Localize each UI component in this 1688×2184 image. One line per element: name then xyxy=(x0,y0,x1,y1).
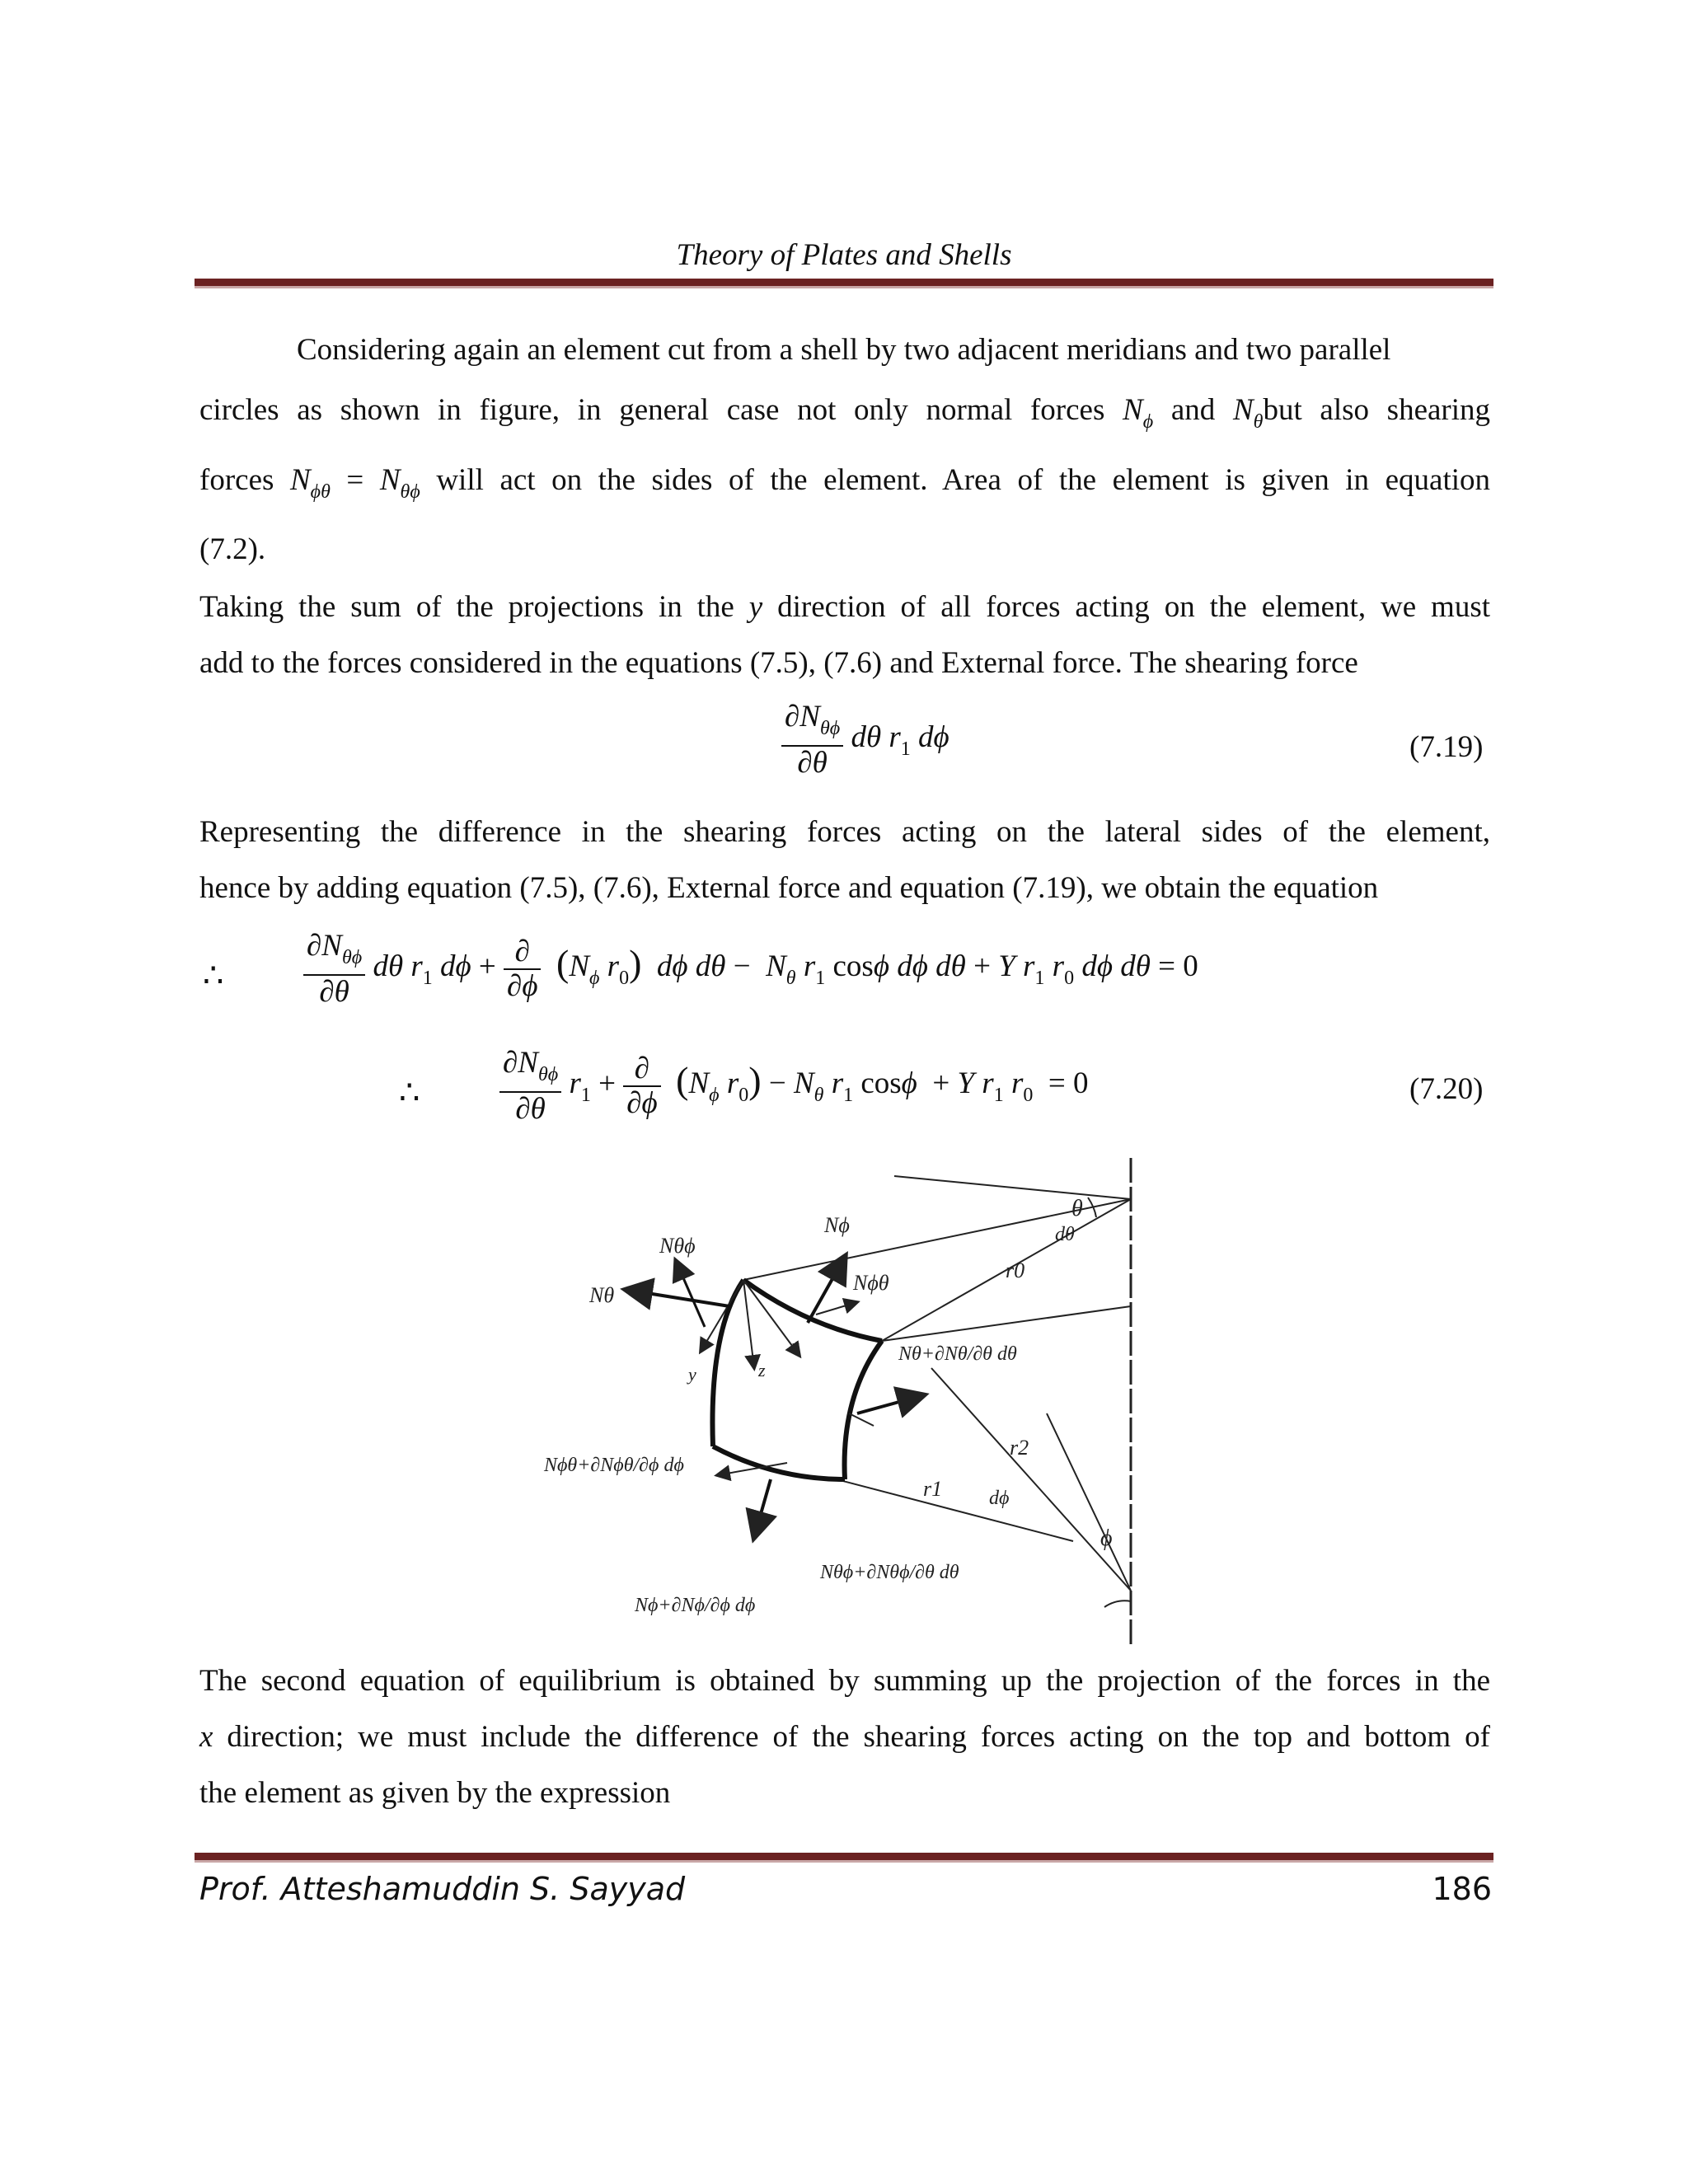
label-n-theta-plus: Nθ+∂Nθ/∂θ dθ xyxy=(898,1343,1017,1365)
x-direction-symbol: x xyxy=(199,1720,213,1754)
intro-line-3 xyxy=(199,452,1490,521)
para4-line-2 xyxy=(199,1708,1490,1766)
intro-text-3b: will act on the sides of the element. Area of the element is given in equation xyxy=(436,463,1491,497)
label-x-axis: x xyxy=(791,1335,799,1356)
fraction-dN-dtheta: $\frac{\partial N_{\theta\phi}}{\partial\theta}$ xyxy=(781,701,843,780)
label-r1: r1 xyxy=(923,1477,943,1501)
label-n-phi-plus: Nϕ+∂Nϕ/∂ϕ dϕ xyxy=(635,1595,756,1616)
label-dtheta: dθ xyxy=(1055,1224,1075,1245)
shear-equality-expr: $N_{\phi\theta} = N_{\theta\phi}$ xyxy=(289,463,420,503)
therefore-symbol-2: ∴ xyxy=(399,1074,420,1111)
para2-text-1b: direction of all forces acting on the element, we must xyxy=(777,590,1490,624)
equation-number-7-20: (7.20) xyxy=(1409,1072,1484,1106)
intro-line-2 xyxy=(199,382,1490,451)
n-phi-symbol: $N_\phi$ xyxy=(1123,393,1154,433)
equation-7-19: $\frac{\partial N_{\theta\phi}}{\partial\theta}$ dθ $r_1$ dϕ xyxy=(781,701,950,780)
intro-line-4: (7.2). xyxy=(199,532,266,566)
intro-text-1: Considering again an element cut from a shell by two adjacent meridians and two parallel xyxy=(297,333,1391,367)
fraction-dN-dtheta: $\frac{\partial N_{\theta\phi}}{\partial\theta}$ xyxy=(499,1047,561,1126)
label-n-theta-phi: Nθϕ xyxy=(659,1234,696,1258)
n-theta-symbol: $N_\theta$ xyxy=(1232,393,1264,433)
therefore-symbol: ∴ xyxy=(203,957,224,994)
equation-7-20: $\frac{\partial N_{\theta\phi}}{\partial\theta}$ $r_1$ + $\frac{\partial}{\partial\phi}$ ($N_\phi$ $r_0) - N_\theta$ $r_1$ cosϕ + Y $r_1$ $r_0 = 0$ xyxy=(499,1047,1088,1126)
element-bottom-edge xyxy=(713,1446,845,1479)
label-n-phi: Nϕ xyxy=(824,1213,850,1237)
intro-text-2a: circles as shown in figure, in general case not only normal forces xyxy=(199,393,1105,427)
header-rule xyxy=(195,279,1493,288)
intro-line-1 xyxy=(199,321,1490,379)
intro-text-and: and xyxy=(1170,393,1216,427)
para4-line-1: The second equation of equilibrium is obtained by summing up the projection of the forces in the xyxy=(199,1664,1490,1698)
intro-text-3a: forces xyxy=(199,463,274,497)
page-number: 186 xyxy=(1432,1871,1492,1907)
para3-line-2: hence by adding equation (7.5), (7.6), External force and equation (7.19), we obtain the equation xyxy=(199,871,1379,905)
label-r2: r2 xyxy=(1010,1436,1029,1460)
equation-expanded: $\frac{\partial N_{\theta\phi}}{\partial\theta}$ dθ $r_1$ dϕ + $\frac{\partial}{\partial\phi}$ ($N_\phi$ $r_0$) dϕ $d\theta - N_\theta$ $r_1$ cosϕ dϕ dθ + Y $r_1$ $r_0$ dϕ dθ = 0 xyxy=(303,930,1198,1009)
footer-rule xyxy=(195,1853,1493,1863)
label-n-theta: Nθ xyxy=(589,1283,615,1307)
footer-author: Prof. Atteshamuddin S. Sayyad xyxy=(199,1871,686,1907)
para2-text-1a: Taking the sum of the projections in the xyxy=(199,590,734,624)
para2-line-2: add to the forces considered in the equations (7.5), (7.6) and External force. The shearing force xyxy=(199,646,1358,680)
para2-line-1 xyxy=(199,579,1490,636)
para4-line-3: the element as given by the expression xyxy=(199,1776,671,1810)
label-theta: θ xyxy=(1071,1196,1083,1221)
shell-element-figure xyxy=(528,1150,1154,1644)
intro-text-2b: but also shearing xyxy=(1263,393,1491,427)
label-dphi: dϕ xyxy=(989,1488,1010,1509)
label-n-phi-theta: Nϕθ xyxy=(853,1271,889,1295)
label-r0: r0 xyxy=(1006,1258,1025,1282)
y-direction-symbol: y xyxy=(748,590,763,624)
fraction-d-dphi: $\frac{\partial}{\partial\phi}$ xyxy=(504,935,541,1003)
label-y-axis: y xyxy=(688,1364,696,1385)
para4-text-2b: direction; we must include the difference of the shearing forces acting on the top and bottom of xyxy=(227,1720,1491,1754)
label-n-phi-theta-plus: Nϕθ+∂Nϕθ/∂ϕ dϕ xyxy=(544,1455,684,1476)
label-z-axis: z xyxy=(758,1360,766,1380)
para3-line-1: Representing the difference in the shearing forces acting on the lateral sides of the element, xyxy=(199,815,1490,849)
fraction-d-dphi: $\frac{\partial}{\partial\phi}$ xyxy=(623,1052,660,1120)
running-header-title: Theory of Plates and Shells xyxy=(676,238,1012,272)
fraction-dN-dtheta: $\frac{\partial N_{\theta\phi}}{\partial\theta}$ xyxy=(303,930,365,1009)
label-n-theta-phi-plus: Nθϕ+∂Nθϕ/∂θ dθ xyxy=(820,1562,959,1583)
label-phi: ϕ xyxy=(1100,1526,1113,1551)
equation-number-7-19: (7.19) xyxy=(1409,730,1484,764)
